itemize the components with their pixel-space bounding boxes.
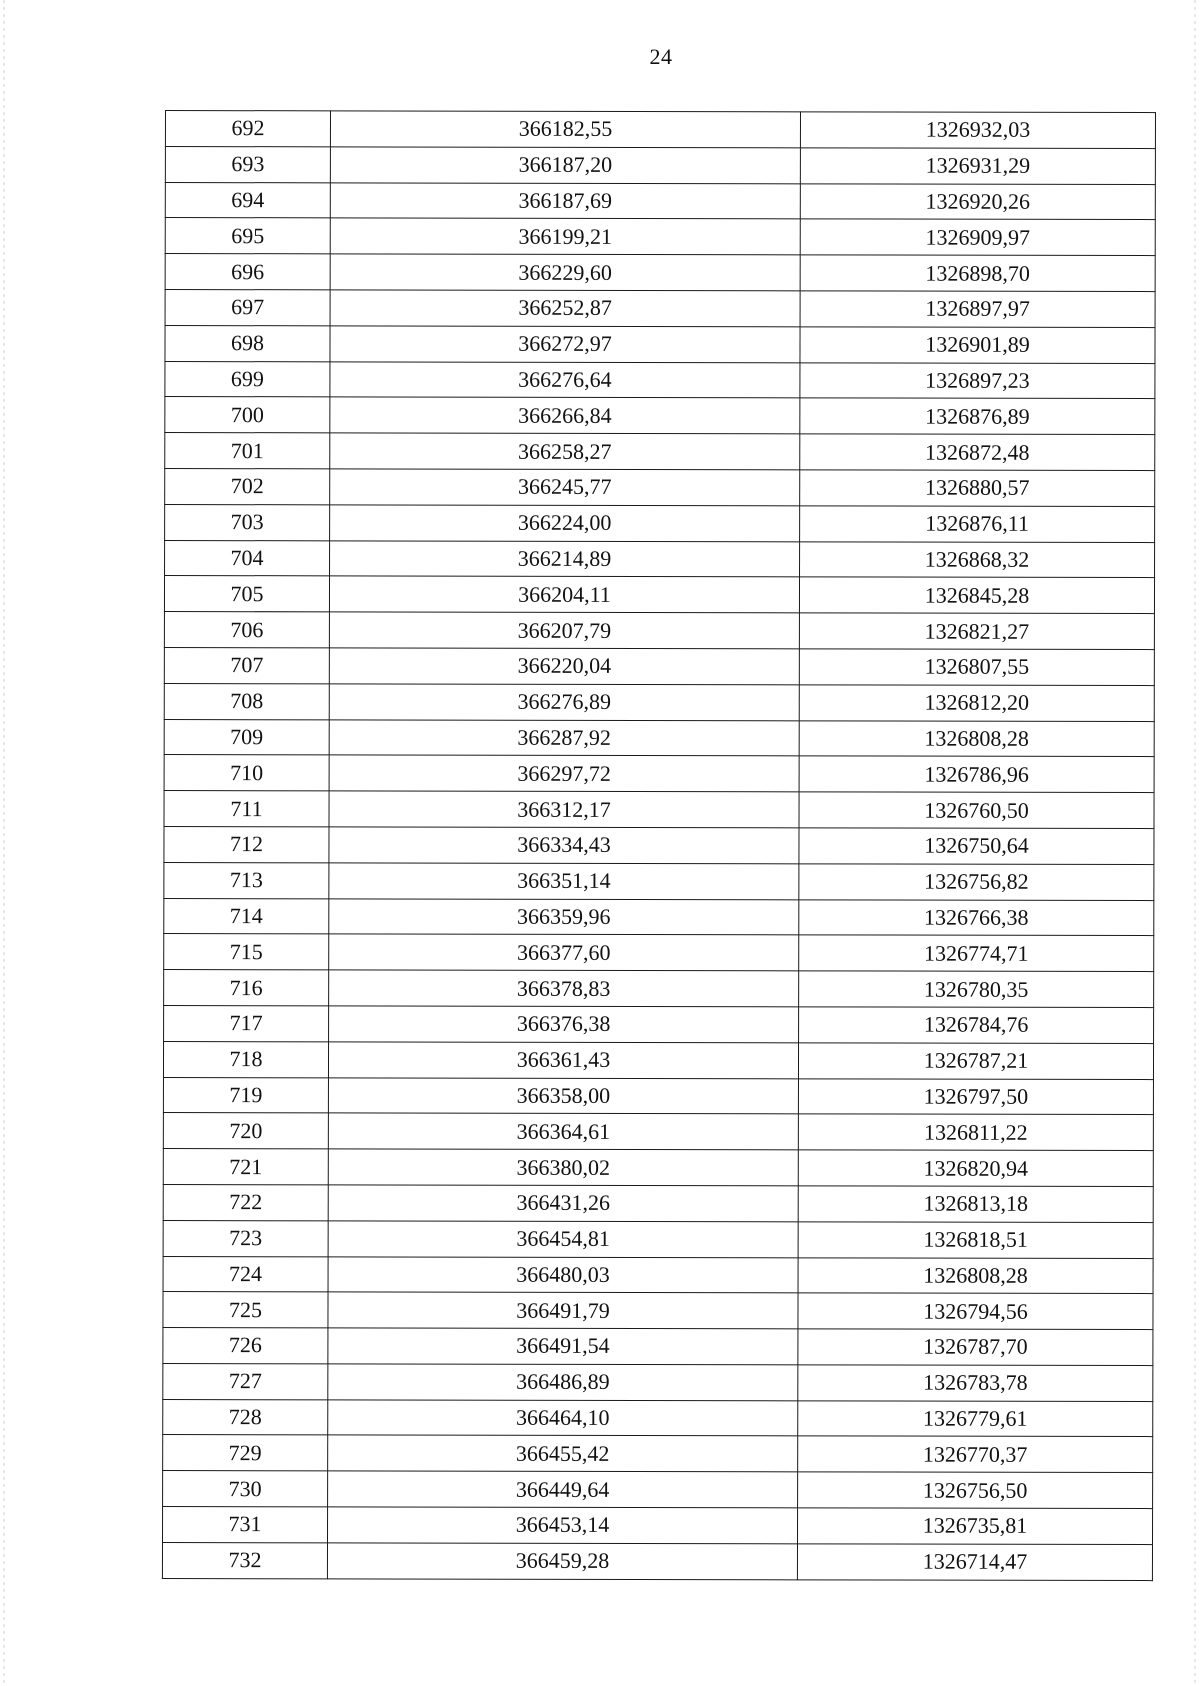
point-number-cell: 698 bbox=[165, 325, 330, 361]
x-coordinate-cell: 366380,02 bbox=[328, 1149, 798, 1186]
scan-edge-right bbox=[1194, 0, 1196, 1686]
table-row bbox=[165, 218, 1155, 256]
x-coordinate-cell: 366334,43 bbox=[329, 827, 799, 864]
point-number-cell: 718 bbox=[163, 1041, 328, 1077]
point-number-cell: 726 bbox=[163, 1328, 328, 1364]
table-row bbox=[165, 433, 1155, 471]
table-row bbox=[163, 1471, 1153, 1509]
point-number-cell: 732 bbox=[162, 1542, 327, 1578]
table-row bbox=[165, 325, 1155, 363]
point-number-cell: 730 bbox=[163, 1471, 328, 1507]
point-number-cell: 722 bbox=[163, 1184, 328, 1220]
x-coordinate-cell: 366491,54 bbox=[328, 1328, 798, 1365]
x-coordinate-cell: 366297,72 bbox=[329, 755, 799, 792]
point-number-cell: 701 bbox=[165, 433, 330, 469]
point-number-cell: 729 bbox=[163, 1435, 328, 1471]
point-number-cell: 710 bbox=[164, 755, 329, 791]
y-coordinate-cell: 1326797,50 bbox=[798, 1078, 1153, 1115]
x-coordinate-cell: 366491,79 bbox=[328, 1292, 798, 1329]
point-number-cell: 706 bbox=[164, 612, 329, 648]
point-number-cell: 711 bbox=[164, 791, 329, 827]
x-coordinate-cell: 366431,26 bbox=[328, 1185, 798, 1222]
table-row bbox=[164, 719, 1154, 757]
table-row bbox=[165, 361, 1155, 399]
point-number-cell: 696 bbox=[165, 254, 330, 290]
y-coordinate-cell: 1326897,23 bbox=[800, 362, 1155, 399]
y-coordinate-cell: 1326808,28 bbox=[798, 1257, 1153, 1294]
table-row bbox=[165, 146, 1155, 184]
y-coordinate-cell: 1326898,70 bbox=[800, 255, 1155, 292]
table-row bbox=[163, 1328, 1153, 1366]
table-row bbox=[164, 683, 1154, 721]
table-row bbox=[163, 1292, 1153, 1330]
x-coordinate-cell: 366358,00 bbox=[328, 1077, 798, 1114]
table-row bbox=[165, 182, 1155, 220]
point-number-cell: 694 bbox=[165, 182, 330, 218]
y-coordinate-cell: 1326756,82 bbox=[799, 864, 1154, 901]
y-coordinate-cell: 1326714,47 bbox=[797, 1544, 1152, 1581]
table-row bbox=[164, 970, 1154, 1008]
table-row bbox=[165, 111, 1155, 149]
x-coordinate-cell: 366361,43 bbox=[328, 1042, 798, 1079]
point-number-cell: 731 bbox=[163, 1507, 328, 1543]
y-coordinate-cell: 1326820,94 bbox=[798, 1150, 1153, 1187]
y-coordinate-cell: 1326811,22 bbox=[798, 1114, 1153, 1151]
x-coordinate-cell: 366207,79 bbox=[329, 612, 799, 649]
point-number-cell: 715 bbox=[164, 934, 329, 970]
x-coordinate-cell: 366359,96 bbox=[329, 898, 799, 935]
x-coordinate-cell: 366480,03 bbox=[328, 1256, 798, 1293]
y-coordinate-cell: 1326774,71 bbox=[799, 935, 1154, 972]
y-coordinate-cell: 1326909,97 bbox=[800, 219, 1155, 256]
table-row bbox=[163, 1149, 1153, 1187]
x-coordinate-cell: 366276,64 bbox=[330, 361, 800, 398]
y-coordinate-cell: 1326813,18 bbox=[798, 1186, 1153, 1223]
point-number-cell: 708 bbox=[164, 683, 329, 719]
x-coordinate-cell: 366252,87 bbox=[330, 290, 800, 327]
scan-edge-left bbox=[3, 0, 5, 1686]
point-number-cell: 717 bbox=[164, 1005, 329, 1041]
x-coordinate-cell: 366220,04 bbox=[329, 648, 799, 685]
table-row bbox=[164, 612, 1154, 650]
coordinates-table bbox=[162, 110, 1156, 1581]
table-row bbox=[164, 1005, 1154, 1043]
point-number-cell: 693 bbox=[165, 146, 330, 182]
point-number-cell: 699 bbox=[165, 361, 330, 397]
y-coordinate-cell: 1326920,26 bbox=[800, 183, 1155, 220]
table-row bbox=[164, 898, 1154, 936]
table-row bbox=[163, 1399, 1153, 1437]
table-row bbox=[163, 1507, 1153, 1545]
x-coordinate-cell: 366224,00 bbox=[330, 505, 800, 542]
y-coordinate-cell: 1326808,28 bbox=[799, 720, 1154, 757]
x-coordinate-cell: 366312,17 bbox=[329, 791, 799, 828]
point-number-cell: 700 bbox=[165, 397, 330, 433]
y-coordinate-cell: 1326872,48 bbox=[800, 434, 1155, 471]
table-row bbox=[163, 1113, 1153, 1151]
point-number-cell: 716 bbox=[164, 970, 329, 1006]
y-coordinate-cell: 1326821,27 bbox=[799, 613, 1154, 650]
y-coordinate-cell: 1326807,55 bbox=[799, 649, 1154, 686]
table-row bbox=[163, 1435, 1153, 1473]
table-row bbox=[165, 540, 1155, 578]
y-coordinate-cell: 1326932,03 bbox=[800, 112, 1155, 149]
table-row bbox=[164, 647, 1154, 685]
y-coordinate-cell: 1326880,57 bbox=[800, 470, 1155, 507]
y-coordinate-cell: 1326766,38 bbox=[799, 899, 1154, 936]
x-coordinate-cell: 366182,55 bbox=[330, 111, 800, 148]
y-coordinate-cell: 1326818,51 bbox=[798, 1222, 1153, 1259]
table-row bbox=[164, 862, 1154, 900]
table-row bbox=[162, 1542, 1152, 1580]
y-coordinate-cell: 1326876,89 bbox=[800, 398, 1155, 435]
x-coordinate-cell: 366266,84 bbox=[330, 397, 800, 434]
table-row bbox=[165, 254, 1155, 292]
y-coordinate-cell: 1326812,20 bbox=[799, 685, 1154, 722]
table-row bbox=[163, 1363, 1153, 1401]
x-coordinate-cell: 366486,89 bbox=[328, 1364, 798, 1401]
table-row bbox=[165, 397, 1155, 435]
x-coordinate-cell: 366459,28 bbox=[327, 1543, 797, 1580]
x-coordinate-cell: 366377,60 bbox=[329, 934, 799, 971]
point-number-cell: 705 bbox=[164, 576, 329, 612]
y-coordinate-cell: 1326897,97 bbox=[800, 291, 1155, 328]
page-number: 24 bbox=[649, 44, 673, 69]
point-number-cell: 692 bbox=[165, 111, 330, 147]
y-coordinate-cell: 1326845,28 bbox=[799, 577, 1154, 614]
y-coordinate-cell: 1326783,78 bbox=[798, 1365, 1153, 1402]
x-coordinate-cell: 366258,27 bbox=[330, 433, 800, 470]
point-number-cell: 724 bbox=[163, 1256, 328, 1292]
point-number-cell: 703 bbox=[165, 504, 330, 540]
coordinates-table-body bbox=[162, 111, 1155, 1581]
y-coordinate-cell: 1326787,21 bbox=[798, 1043, 1153, 1080]
x-coordinate-cell: 366351,14 bbox=[329, 863, 799, 900]
y-coordinate-cell: 1326876,11 bbox=[800, 506, 1155, 543]
table-row bbox=[163, 1220, 1153, 1258]
y-coordinate-cell: 1326756,50 bbox=[798, 1472, 1153, 1509]
point-number-cell: 704 bbox=[165, 540, 330, 576]
point-number-cell: 719 bbox=[163, 1077, 328, 1113]
x-coordinate-cell: 366272,97 bbox=[330, 326, 800, 363]
y-coordinate-cell: 1326770,37 bbox=[798, 1436, 1153, 1473]
point-number-cell: 721 bbox=[163, 1149, 328, 1185]
point-number-cell: 707 bbox=[164, 647, 329, 683]
point-number-cell: 728 bbox=[163, 1399, 328, 1435]
table-row bbox=[164, 791, 1154, 829]
x-coordinate-cell: 366229,60 bbox=[330, 254, 800, 291]
table-row bbox=[164, 576, 1154, 614]
point-number-cell: 702 bbox=[165, 468, 330, 504]
point-number-cell: 697 bbox=[165, 289, 330, 325]
x-coordinate-cell: 366287,92 bbox=[329, 719, 799, 756]
x-coordinate-cell: 366453,14 bbox=[327, 1507, 797, 1544]
y-coordinate-cell: 1326735,81 bbox=[797, 1508, 1152, 1545]
table-row bbox=[163, 1077, 1153, 1115]
point-number-cell: 725 bbox=[163, 1292, 328, 1328]
y-coordinate-cell: 1326750,64 bbox=[799, 828, 1154, 865]
x-coordinate-cell: 366378,83 bbox=[329, 970, 799, 1007]
x-coordinate-cell: 366187,69 bbox=[330, 182, 800, 219]
table-row bbox=[164, 826, 1154, 864]
y-coordinate-cell: 1326784,76 bbox=[799, 1007, 1154, 1044]
y-coordinate-cell: 1326780,35 bbox=[799, 971, 1154, 1008]
x-coordinate-cell: 366245,77 bbox=[330, 469, 800, 506]
table-row bbox=[165, 289, 1155, 327]
x-coordinate-cell: 366449,64 bbox=[328, 1471, 798, 1508]
x-coordinate-cell: 366455,42 bbox=[328, 1435, 798, 1472]
y-coordinate-cell: 1326794,56 bbox=[798, 1293, 1153, 1330]
x-coordinate-cell: 366214,89 bbox=[330, 540, 800, 577]
table-row bbox=[163, 1041, 1153, 1079]
table-row bbox=[163, 1184, 1153, 1222]
point-number-cell: 712 bbox=[164, 826, 329, 862]
x-coordinate-cell: 366364,61 bbox=[328, 1113, 798, 1150]
point-number-cell: 713 bbox=[164, 862, 329, 898]
x-coordinate-cell: 366376,38 bbox=[329, 1006, 799, 1043]
x-coordinate-cell: 366464,10 bbox=[328, 1400, 798, 1437]
point-number-cell: 720 bbox=[163, 1113, 328, 1149]
x-coordinate-cell: 366199,21 bbox=[330, 218, 800, 255]
point-number-cell: 709 bbox=[164, 719, 329, 755]
y-coordinate-cell: 1326786,96 bbox=[799, 756, 1154, 793]
x-coordinate-cell: 366204,11 bbox=[329, 576, 799, 613]
y-coordinate-cell: 1326787,70 bbox=[798, 1329, 1153, 1366]
y-coordinate-cell: 1326868,32 bbox=[800, 541, 1155, 578]
y-coordinate-cell: 1326931,29 bbox=[800, 148, 1155, 185]
point-number-cell: 695 bbox=[165, 218, 330, 254]
x-coordinate-cell: 366187,20 bbox=[330, 147, 800, 184]
x-coordinate-cell: 366276,89 bbox=[329, 684, 799, 721]
y-coordinate-cell: 1326779,61 bbox=[798, 1401, 1153, 1438]
x-coordinate-cell: 366454,81 bbox=[328, 1221, 798, 1258]
table-row bbox=[165, 468, 1155, 506]
point-number-cell: 723 bbox=[163, 1220, 328, 1256]
point-number-cell: 714 bbox=[164, 898, 329, 934]
table-row bbox=[164, 934, 1154, 972]
y-coordinate-cell: 1326760,50 bbox=[799, 792, 1154, 829]
y-coordinate-cell: 1326901,89 bbox=[800, 327, 1155, 364]
table-row bbox=[163, 1256, 1153, 1294]
table-row bbox=[164, 755, 1154, 793]
point-number-cell: 727 bbox=[163, 1363, 328, 1399]
table-row bbox=[165, 504, 1155, 542]
